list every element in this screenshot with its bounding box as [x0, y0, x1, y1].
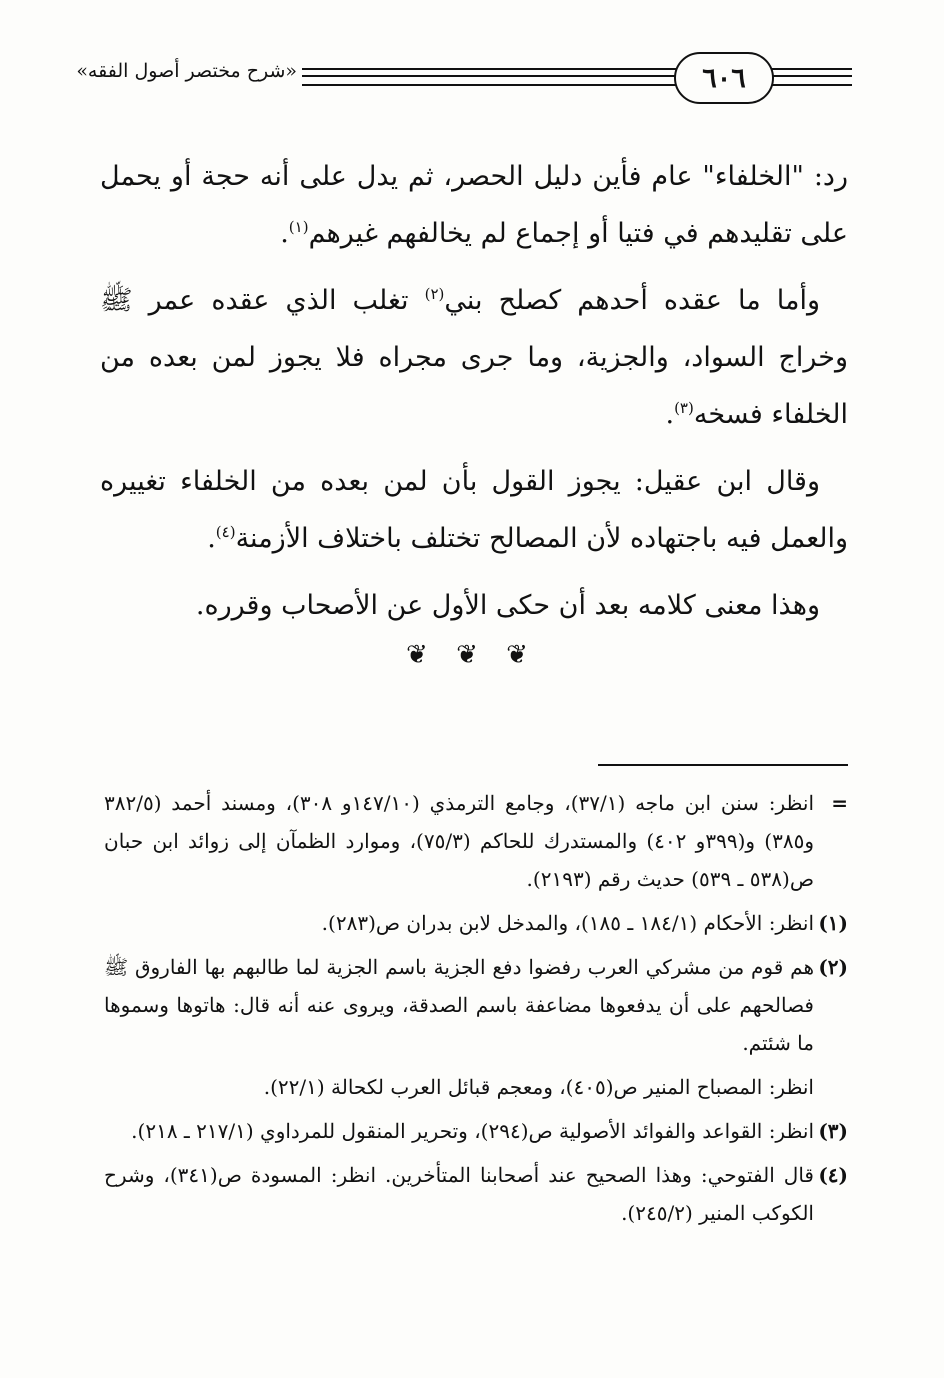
footnote-2-text: هم قوم من مشركي العرب رفضوا دفع الجزية باسم الجزية لما طالبهم بها الفاروق ﷺ فصالحهم على أن يدفعوها مضاعفة باسم الصدقة، ويروى عنه أنه قال: هاتوها وسموها ما شئتم.	[104, 955, 814, 1055]
book-title: «شرح مختصر أصول الفقه»	[76, 60, 297, 82]
footnote-1-mark: (١)	[818, 911, 848, 935]
paragraph-2-text-a: وأما ما عقده أحدهم كصلح بني	[444, 285, 820, 316]
footnote-2-extra: انظر: المصباح المنير ص(٤٠٥)، ومعجم قبائل العرب لكحالة (٢٢/١).	[263, 1075, 814, 1099]
paragraph-4	[100, 577, 848, 634]
paragraph-2-text-b: تغلب الذي عقده عمر ﷺ وخراج السواد، والجزية، وما جرى مجراه فلا يجوز لمن بعده من الخلفاء فسخه	[100, 285, 848, 430]
footnote-3-mark: (٣)	[818, 1119, 848, 1143]
footnote-continuation	[104, 784, 848, 898]
footnote-ref-3[interactable]: (٣)	[674, 399, 694, 417]
footnote-continuation-text: انظر: سنن ابن ماجه (٣٧/١)، وجامع الترمذي (١٤٧/١٠و ٣٠٨)، ومسند أحمد (٣٨٢/٥ و٣٨٥) و(٣٩٩و ٤٠٢) والمستدرك للحاكم (٧٥/٣)، وموارد الظمآن إلى زوائد ابن حبان ص(٥٣٨ ـ ٥٣٩) حديث رقم (٢١٩٣).	[104, 791, 815, 891]
page-header	[76, 52, 852, 112]
footnote-1-text: انظر: الأحكام (١٨٤/١ ـ ١٨٥)، والمدخل لابن بدران ص(٢٨٣).	[321, 911, 814, 935]
footnote-ref-1[interactable]: (١)	[288, 218, 309, 236]
footnote-ref-2[interactable]: (٢)	[424, 285, 445, 303]
footnote-1	[104, 904, 848, 942]
footnote-4	[104, 1156, 848, 1232]
footnote-2	[104, 948, 848, 1062]
page-number: ٦٠٦	[674, 52, 774, 104]
section-end-ornament-icon: ❦ ❦ ❦	[406, 640, 538, 670]
footnote-4-text: قال الفتوحي: وهذا الصحيح عند أصحابنا المتأخرين. انظر: المسودة ص(٣٤١)، وشرح الكوكب المنير (٢٤٥/٢).	[104, 1163, 814, 1225]
footnote-3-text: انظر: القواعد والفوائد الأصولية ص(٢٩٤)، وتحرير المنقول للمرداوي (٢١٧/١ ـ ٢١٨).	[131, 1119, 814, 1143]
paragraph-3-text: وقال ابن عقيل: يجوز القول بأن لمن بعده من الخلفاء تغييره والعمل فيه باجتهاده لأن المصالح تختلف باختلاف الأزمنة	[100, 466, 848, 554]
paragraph-1-text: رد: "الخلفاء" عام فأين دليل الحصر، ثم يدل على أنه حجة أو يحمل على تقليدهم في فتيا أو إجماع لم يخالفهم غيرهم	[100, 161, 848, 249]
footnote-4-mark: (٤)	[818, 1163, 848, 1187]
paragraph-2: وأما ما عقده أحدهم كصلح بني$^{(٢)}$ تغلب الذي عقده عمر ﷺ وخراج السواد، والجزية، وما جرى مجراه فلا يجوز لمن بعده من الخلفاء فسخه$^{(٣)}$.	[100, 285, 848, 430]
footnote-2-mark: (٢)	[818, 955, 848, 979]
footnote-continuation-mark: =	[831, 791, 848, 815]
paragraph-1: رد: "الخلفاء" عام فأين دليل الحصر، ثم يدل على أنه حجة أو يحمل على تقليدهم في فتيا أو إجماع لم يخالفهم غيرهم$^{(١)}$.	[100, 161, 848, 249]
header-rule-left	[302, 68, 680, 86]
footnotes	[104, 784, 848, 1238]
main-text	[100, 148, 848, 644]
footnote-separator	[598, 764, 848, 766]
header-rule-right	[772, 68, 852, 86]
paragraph-4-text: وهذا معنى كلامه بعد أن حكى الأول عن الأصحاب وقرره.	[195, 590, 820, 621]
footnote-3	[104, 1112, 848, 1150]
footnote-ref-4[interactable]: (٤)	[215, 523, 236, 541]
paragraph-3: وقال ابن عقيل: يجوز القول بأن لمن بعده من الخلفاء تغييره والعمل فيه باجتهاده لأن المصالح تختلف باختلاف الأزمنة$^{(٤)}$.	[100, 466, 848, 554]
